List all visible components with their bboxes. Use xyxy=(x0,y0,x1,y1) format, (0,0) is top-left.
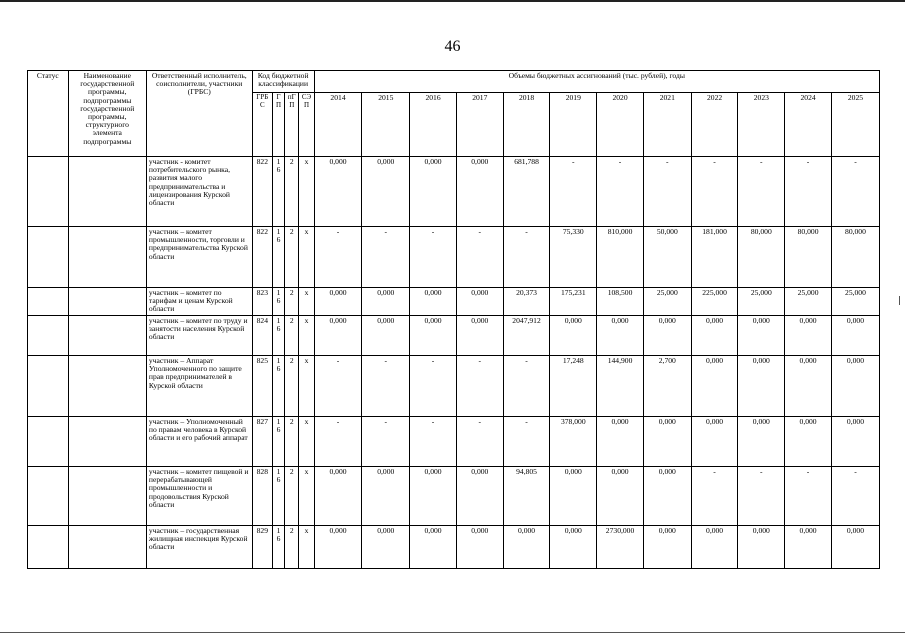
row-value: 0,000 xyxy=(785,417,832,467)
row-value: 50,000 xyxy=(643,227,691,288)
header-year: 2022 xyxy=(691,93,738,157)
table-header xyxy=(28,71,880,157)
row-value: 0,000 xyxy=(643,316,691,356)
row-executor: участник – государственная жилищная инспекция Курской области xyxy=(146,526,252,569)
row-code-grbs: 829 xyxy=(252,526,272,569)
row-value: 0,000 xyxy=(362,526,410,569)
row-code-sep: х xyxy=(299,316,314,356)
header-volumes-group: Объемы бюджетных ассигнований (тыс. рублей), годы xyxy=(314,71,879,93)
row-executor: участник – Уполномоченный по правам человека в Курской области и его рабочий аппарат xyxy=(146,417,252,467)
header-year: 2021 xyxy=(643,93,691,157)
row-value: - xyxy=(831,467,879,526)
header-year: 2019 xyxy=(550,93,597,157)
header-year: 2025 xyxy=(831,93,879,157)
row-value: 0,000 xyxy=(456,467,503,526)
row-code-sep: х xyxy=(299,288,314,316)
row-executor: участник – комитет по тарифам и ценам Курской области xyxy=(146,288,252,316)
row-value: 810,000 xyxy=(597,227,644,288)
row-status xyxy=(28,356,69,417)
row-value: 25,000 xyxy=(643,288,691,316)
row-value: 681,788 xyxy=(503,157,550,227)
header-year: 2017 xyxy=(456,93,503,157)
row-value: - xyxy=(831,157,879,227)
row-value: 181,000 xyxy=(691,227,738,288)
table-row xyxy=(28,467,880,526)
header-year: 2016 xyxy=(410,93,457,157)
row-value: 0,000 xyxy=(456,316,503,356)
row-value: - xyxy=(738,157,785,227)
row-value: 0,000 xyxy=(362,288,410,316)
row-value: 0,000 xyxy=(550,526,597,569)
row-value: 0,000 xyxy=(831,316,879,356)
header-year: 2020 xyxy=(597,93,644,157)
row-code-pgp: 2 xyxy=(285,288,299,316)
row-status xyxy=(28,417,69,467)
row-executor: участник – комитет по труду и занятости населения Курской области xyxy=(146,316,252,356)
row-code-grbs: 827 xyxy=(252,417,272,467)
row-name xyxy=(68,157,146,227)
row-value: 0,000 xyxy=(831,356,879,417)
row-value: - xyxy=(738,467,785,526)
row-value: - xyxy=(503,417,550,467)
row-code-gp: 16 xyxy=(272,356,284,417)
row-value: 0,000 xyxy=(314,467,362,526)
row-code-grbs: 828 xyxy=(252,467,272,526)
row-value: 0,000 xyxy=(831,417,879,467)
row-value: 75,330 xyxy=(550,227,597,288)
header-year: 2015 xyxy=(362,93,410,157)
row-name xyxy=(68,467,146,526)
row-value: 0,000 xyxy=(643,417,691,467)
row-value: 25,000 xyxy=(785,288,832,316)
row-value: 0,000 xyxy=(314,316,362,356)
row-code-grbs: 825 xyxy=(252,356,272,417)
row-value: 0,000 xyxy=(597,467,644,526)
row-value: 0,000 xyxy=(643,526,691,569)
row-code-sep: х xyxy=(299,356,314,417)
table-row xyxy=(28,288,880,316)
row-value: 2,700 xyxy=(643,356,691,417)
row-value: 0,000 xyxy=(643,467,691,526)
row-value: 0,000 xyxy=(362,316,410,356)
table-row xyxy=(28,356,880,417)
row-value: 175,231 xyxy=(550,288,597,316)
header-year: 2014 xyxy=(314,93,362,157)
row-value: 2730,000 xyxy=(597,526,644,569)
row-value: 0,000 xyxy=(314,526,362,569)
row-value: - xyxy=(691,467,738,526)
row-value: 80,000 xyxy=(785,227,832,288)
row-executor: участник - комитет потребительского рынка, развития малого предпринимательства и лицензирования Курской области xyxy=(146,157,252,227)
row-value: 25,000 xyxy=(831,288,879,316)
row-value: 144,900 xyxy=(597,356,644,417)
row-executor: участник – Аппарат Уполномоченного по защите прав предпринимателей в Курской области xyxy=(146,356,252,417)
row-value: 2047,912 xyxy=(503,316,550,356)
row-value: - xyxy=(550,157,597,227)
row-value: 0,000 xyxy=(785,526,832,569)
row-value: - xyxy=(362,356,410,417)
row-code-gp: 16 xyxy=(272,227,284,288)
row-name xyxy=(68,288,146,316)
scan-bottom-edge xyxy=(0,632,905,633)
header-name: Наименование государственной программы, подпрограммы государственной программы, структурного элемента подпрограммы xyxy=(68,71,146,157)
row-value: 0,000 xyxy=(410,467,457,526)
row-value: - xyxy=(410,356,457,417)
header-code-group: Код бюджетной классификации xyxy=(252,71,314,93)
row-value: - xyxy=(597,157,644,227)
header-responsible: Ответственный исполнитель, соисполнители, участники (ГРБС) xyxy=(146,71,252,157)
row-code-gp: 16 xyxy=(272,288,284,316)
row-value: 0,000 xyxy=(738,316,785,356)
row-code-pgp: 2 xyxy=(285,227,299,288)
row-code-pgp: 2 xyxy=(285,417,299,467)
row-code-sep: х xyxy=(299,227,314,288)
header-code-pgp: пГП xyxy=(285,93,299,157)
row-value: 0,000 xyxy=(410,316,457,356)
row-value: 0,000 xyxy=(410,526,457,569)
table-row xyxy=(28,316,880,356)
row-value: 0,000 xyxy=(691,526,738,569)
row-value: - xyxy=(314,417,362,467)
row-value: - xyxy=(643,157,691,227)
row-name xyxy=(68,356,146,417)
row-code-sep: х xyxy=(299,417,314,467)
row-executor: участник – комитет пищевой и перерабатывающей промышленности и продовольствия Курской области xyxy=(146,467,252,526)
row-value: 0,000 xyxy=(362,157,410,227)
header-year: 2024 xyxy=(785,93,832,157)
header-status: Статус xyxy=(28,71,69,157)
header-code-sep: СЭП xyxy=(299,93,314,157)
row-status xyxy=(28,227,69,288)
row-value: 225,000 xyxy=(691,288,738,316)
row-value: - xyxy=(785,157,832,227)
scan-top-edge xyxy=(0,0,905,2)
row-code-sep: х xyxy=(299,467,314,526)
row-value: 378,000 xyxy=(550,417,597,467)
row-value: - xyxy=(456,356,503,417)
row-value: 0,000 xyxy=(456,526,503,569)
row-code-gp: 16 xyxy=(272,316,284,356)
row-value: 0,000 xyxy=(362,467,410,526)
row-value: - xyxy=(362,417,410,467)
row-value: 0,000 xyxy=(738,417,785,467)
row-code-sep: х xyxy=(299,526,314,569)
table-body xyxy=(28,157,880,569)
budget-table xyxy=(27,70,880,569)
row-code-pgp: 2 xyxy=(285,526,299,569)
row-code-pgp: 2 xyxy=(285,467,299,526)
page-number: 46 xyxy=(444,38,461,55)
header-code-gp: ГП xyxy=(272,93,284,157)
row-code-sep: х xyxy=(299,157,314,227)
row-value: 0,000 xyxy=(785,356,832,417)
row-value: 108,500 xyxy=(597,288,644,316)
row-value: 0,000 xyxy=(738,526,785,569)
row-value: 0,000 xyxy=(503,526,550,569)
row-value: 20,373 xyxy=(503,288,550,316)
row-value: 0,000 xyxy=(550,316,597,356)
row-name xyxy=(68,227,146,288)
header-year: 2023 xyxy=(738,93,785,157)
row-value: 0,000 xyxy=(456,157,503,227)
row-value: - xyxy=(362,227,410,288)
row-value: 0,000 xyxy=(314,288,362,316)
row-value: 0,000 xyxy=(314,157,362,227)
row-value: 80,000 xyxy=(738,227,785,288)
row-status xyxy=(28,526,69,569)
row-value: - xyxy=(456,227,503,288)
row-value: 0,000 xyxy=(597,417,644,467)
row-code-pgp: 2 xyxy=(285,316,299,356)
row-code-pgp: 2 xyxy=(285,356,299,417)
row-value: - xyxy=(410,417,457,467)
row-value: 0,000 xyxy=(691,356,738,417)
header-code-grbs: ГРБС xyxy=(252,93,272,157)
row-value: 0,000 xyxy=(785,316,832,356)
table-row xyxy=(28,417,880,467)
row-value: 0,000 xyxy=(738,356,785,417)
row-code-pgp: 2 xyxy=(285,157,299,227)
row-value: - xyxy=(314,227,362,288)
row-code-gp: 16 xyxy=(272,157,284,227)
row-value: - xyxy=(691,157,738,227)
row-value: - xyxy=(410,227,457,288)
row-name xyxy=(68,417,146,467)
row-value: 0,000 xyxy=(550,467,597,526)
row-value: - xyxy=(503,227,550,288)
scan-margin-mark xyxy=(899,296,900,305)
row-executor: участник – комитет промышленности, торговли и предпринимательства Курской области xyxy=(146,227,252,288)
row-value: 94,805 xyxy=(503,467,550,526)
row-value: 0,000 xyxy=(410,157,457,227)
row-value: 80,000 xyxy=(831,227,879,288)
row-value: 0,000 xyxy=(597,316,644,356)
table-row xyxy=(28,526,880,569)
row-value: - xyxy=(314,356,362,417)
row-code-gp: 16 xyxy=(272,417,284,467)
row-value: 0,000 xyxy=(456,288,503,316)
header-year: 2018 xyxy=(503,93,550,157)
table-row xyxy=(28,227,880,288)
row-value: - xyxy=(503,356,550,417)
row-value: 0,000 xyxy=(691,316,738,356)
row-code-grbs: 824 xyxy=(252,316,272,356)
row-value: 0,000 xyxy=(410,288,457,316)
row-status xyxy=(28,467,69,526)
row-status xyxy=(28,288,69,316)
table-row xyxy=(28,157,880,227)
row-value: 0,000 xyxy=(691,417,738,467)
row-value: - xyxy=(785,467,832,526)
row-value: 17,248 xyxy=(550,356,597,417)
row-status xyxy=(28,157,69,227)
row-code-gp: 16 xyxy=(272,467,284,526)
row-code-gp: 16 xyxy=(272,526,284,569)
row-value: 25,000 xyxy=(738,288,785,316)
row-name xyxy=(68,316,146,356)
row-code-grbs: 822 xyxy=(252,227,272,288)
row-value: - xyxy=(456,417,503,467)
row-status xyxy=(28,316,69,356)
row-value: 0,000 xyxy=(831,526,879,569)
row-name xyxy=(68,526,146,569)
row-code-grbs: 822 xyxy=(252,157,272,227)
row-code-grbs: 823 xyxy=(252,288,272,316)
